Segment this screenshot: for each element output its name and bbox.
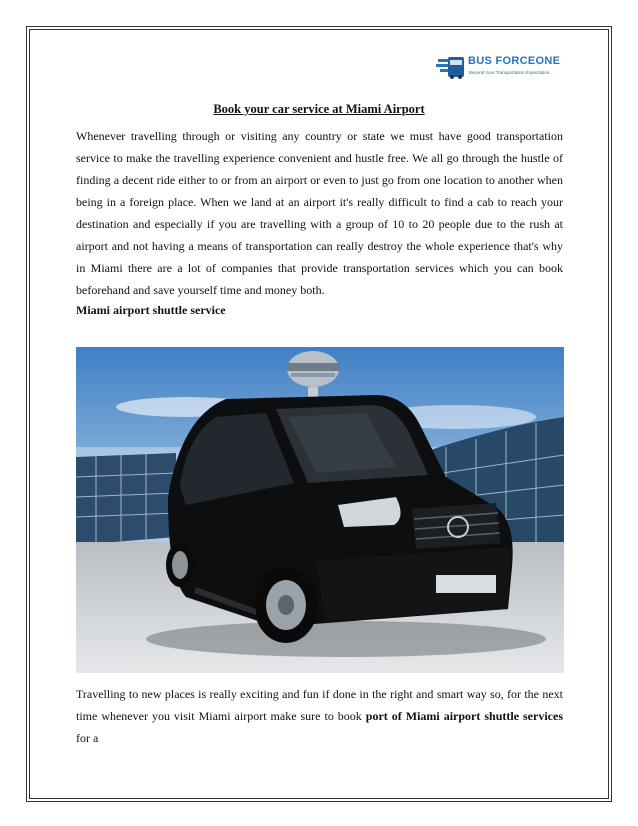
intro-paragraph: Whenever travelling through or visiting any country or state we must have good transportation service to make the travelling experience convenient and hustle free. We all go through the hustle of finding a decent ride either to or from an airport or even to just go from one location to another when being in a foreign place. When we land at an airport it's really difficult to find a cab to reach your destination and especially if you are travelling with a group of 10 to 20 people due to the rush at airport and not having a means of transportation can really destroy the whole experience that's why in Miami there are a lot of companies that provide transportation services which you can book beforehand and save yourself time and money both. — [76, 129, 563, 297]
logo-tagline: Beyond Your Transportation Expectation... — [469, 70, 554, 75]
van-image-icon — [76, 347, 564, 673]
section-heading: Miami airport shuttle service — [76, 303, 226, 317]
closing-paragraph — [76, 683, 563, 749]
closing-paragraph-end: for a — [76, 731, 99, 745]
document-title-text: Book your car service at Miami Airport — [213, 102, 425, 116]
shuttle-service-link-text: port of Miami airport shuttle services — [365, 709, 563, 723]
logo-name: BUS FORCEONE — [468, 55, 561, 67]
shuttle-van-photo — [76, 347, 564, 673]
document-title — [0, 102, 638, 117]
closing-paragraph-start: Travelling to new places is really exciting and fun if done in the right and smart way so, for the next time whenever you visit Miami airport make sure to book — [76, 687, 563, 723]
company-logo — [436, 53, 561, 83]
